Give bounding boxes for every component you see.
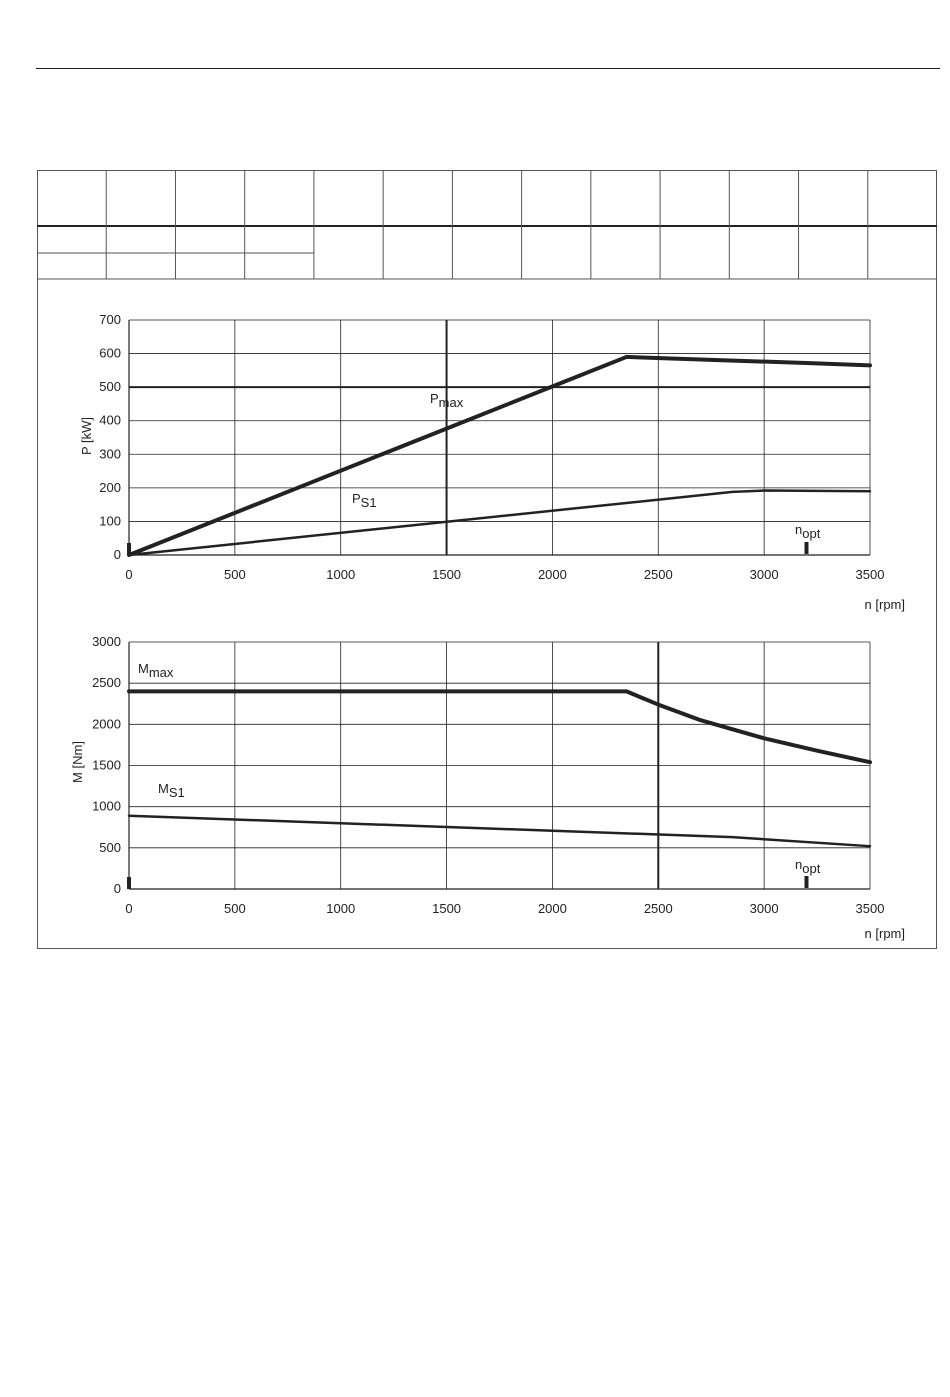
y-tick-label: 300 bbox=[99, 446, 121, 462]
ps1-line bbox=[129, 491, 870, 555]
y-tick-label: 0 bbox=[113, 881, 121, 896]
power-xlabel: n [rpm] bbox=[864, 597, 905, 612]
y-tick-label: 100 bbox=[99, 513, 121, 529]
x-tick-label: 500 bbox=[224, 567, 246, 582]
ps1-label: PS1 bbox=[352, 491, 377, 510]
y-tick-label: 1000 bbox=[92, 798, 121, 814]
y-tick-label: 1500 bbox=[92, 757, 121, 773]
y-tick-label: 2000 bbox=[92, 716, 121, 732]
x-tick-label: 2000 bbox=[537, 901, 567, 916]
ms1-line bbox=[129, 816, 870, 846]
x-tick-label: 1500 bbox=[432, 901, 462, 916]
power-ylabel: P [kW] bbox=[79, 416, 94, 456]
x-tick-label: 2500 bbox=[643, 567, 673, 582]
x-tick-label: 1500 bbox=[432, 567, 462, 582]
y-tick-label: 500 bbox=[99, 839, 121, 855]
mmax-line bbox=[129, 691, 870, 762]
torque-ylabel: M [Nm] bbox=[70, 741, 85, 783]
power-nopt-label: nopt bbox=[795, 522, 821, 541]
x-tick-label: 2500 bbox=[643, 901, 673, 916]
y-tick-label: 3000 bbox=[92, 634, 121, 649]
spec-table bbox=[37, 170, 937, 279]
y-tick-label: 500 bbox=[99, 379, 121, 395]
x-tick-label: 3000 bbox=[749, 901, 779, 916]
x-tick-label: 3500 bbox=[855, 901, 885, 916]
y-tick-label: 200 bbox=[99, 479, 121, 495]
x-tick-label: 500 bbox=[224, 901, 246, 916]
y-tick-label: 0 bbox=[113, 547, 121, 562]
x-tick-label: 3500 bbox=[855, 567, 885, 582]
x-tick-label: 1000 bbox=[326, 901, 356, 916]
y-tick-label: 600 bbox=[99, 345, 121, 361]
x-tick-label: 3000 bbox=[749, 567, 779, 582]
ms1-label: MS1 bbox=[158, 781, 185, 800]
torque-xlabel: n [rpm] bbox=[864, 926, 905, 941]
y-tick-label: 2500 bbox=[92, 675, 121, 691]
x-tick-label: 2000 bbox=[537, 567, 567, 582]
pmax-label: Pmax bbox=[430, 391, 464, 410]
torque-chart bbox=[70, 634, 905, 941]
torque-nopt-label: nopt bbox=[795, 857, 821, 876]
y-tick-label: 700 bbox=[99, 312, 121, 327]
x-tick-label: 1000 bbox=[326, 567, 356, 582]
x-tick-label: 0 bbox=[125, 901, 133, 916]
mmax-label: Mmax bbox=[138, 661, 174, 680]
x-tick-label: 0 bbox=[125, 567, 133, 582]
y-tick-label: 400 bbox=[99, 412, 121, 428]
power-chart bbox=[79, 312, 905, 612]
